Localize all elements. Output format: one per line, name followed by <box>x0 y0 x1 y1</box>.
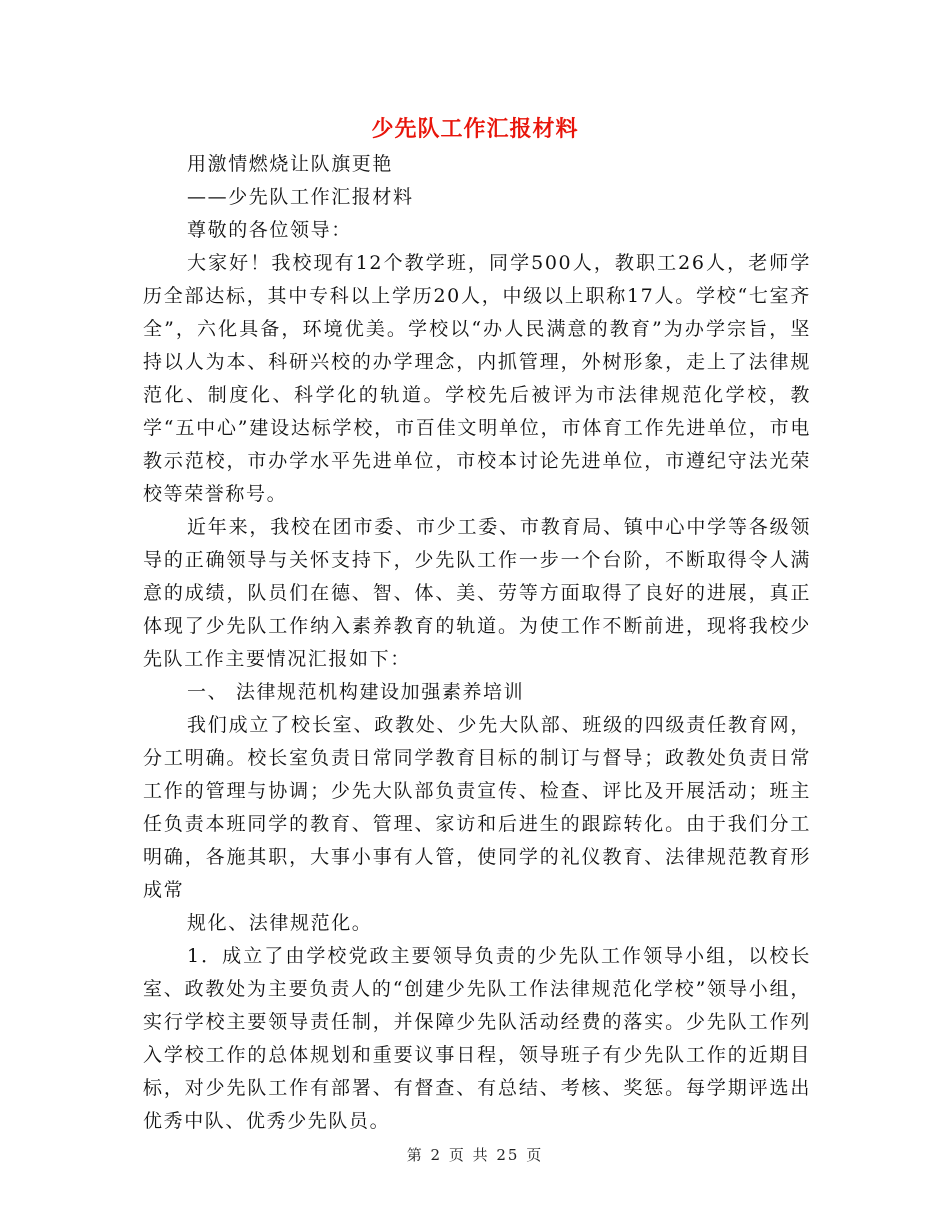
paragraph-continuation: 规化、法律规范化。 <box>187 912 373 934</box>
paragraph-item-1: 1．成立了由学校党政主要领导负责的少先队工作领导小组，以校长室、政教处为主要负责人的“创建少先队工作法律规范化学校”领导小组，实行学校主要领导责任制，并保障少先队活动经费的落实。少先队工作列入学校工作的总体规划和重要议事日程，领导班子有少先队工作的近期目标，对少先队工作有部署、有督查、有总结、考核、奖惩。每学期评选出优秀中队、优秀少先队员。 <box>143 945 811 1132</box>
page-number-footer: 第 2 页 共 25 页 <box>406 1146 544 1164</box>
subtitle-dash-line: ——少先队工作汇报材料 <box>187 186 414 208</box>
document-title: 少先队工作汇报材料 <box>371 116 579 142</box>
paragraph-school-intro: 大家好！我校现有12个教学班，同学500人，教职工26人，老师学历全部达标，其中专科以上学历20人，中级以上职称17人。学校“七室齐全”，六化具备，环境优美。学校以“办人民满意的教育”为办学宗旨，坚持以人为本、科研兴校的办学理念，内抓管理，外树形象，走上了法律规范化、制度化、科学化的轨道。学校先后被评为市法律规范化学校，教学“五中心”建设达标学校，市百佳文明单位，市体育工作先进单位，市电教示范校，市办学水平先进单位，市校本讨论先进单位，市遵纪守法光荣校等荣誉称号。 <box>143 252 811 505</box>
paragraph-responsibility-network: 我们成立了校长室、政教处、少先大队部、班级的四级责任教育网，分工明确。校长室负责日常同学教育目标的制订与督导；政教处负责日常工作的管理与协调；少先大队部负责宣传、检查、评比及开展活动；班主任负责本班同学的教育、管理、家访和后进生的跟踪转化。由于我们分工明确，各施其职，大事小事有人管，使同学的礼仪教育、法律规范教育形成常 <box>143 714 811 901</box>
subtitle-line: 用激情燃烧让队旗更艳 <box>187 153 394 175</box>
paragraph-recent-years: 近年来，我校在团市委、市少工委、市教育局、镇中心中学等各级领导的正确领导与关怀支持下，少先队工作一步一个台阶，不断取得令人满意的成绩，队员们在德、智、体、美、劳等方面取得了良好的进展，真正体现了少先队工作纳入素养教育的轨道。为使工作不断前进，现将我校少先队工作主要情况汇报如下： <box>143 516 811 670</box>
document-body <box>143 148 811 1138</box>
section-heading-1: 一、 法律规范机构建设加强素养培训 <box>187 681 525 703</box>
salutation: 尊敬的各位领导： <box>187 219 352 241</box>
